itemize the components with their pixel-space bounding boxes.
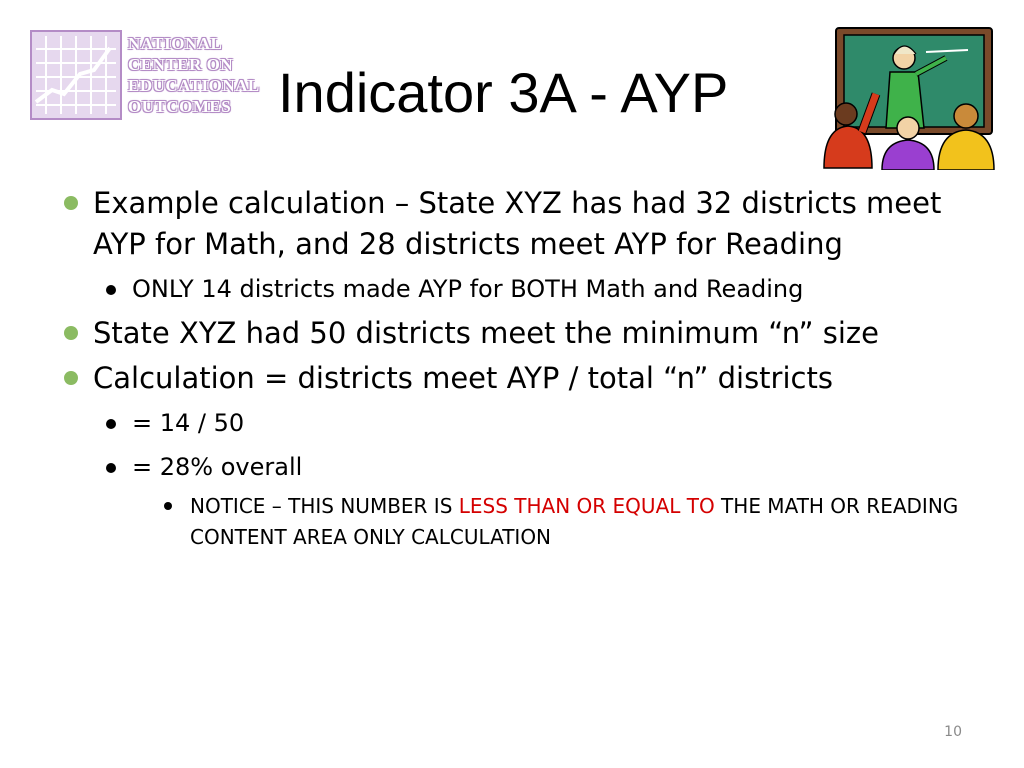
sub-sub-bullet-notice <box>163 491 982 553</box>
sub-bullet-both-subjects <box>105 269 982 309</box>
bullet-dot-icon <box>106 285 116 295</box>
bullet-dot-icon <box>64 326 78 340</box>
logo-line-3: EDUCATIONAL <box>128 76 260 95</box>
logo-wordmark <box>128 33 260 117</box>
logo-line-2: CENTER ON <box>128 55 234 74</box>
bullet-text: Example calculation – State XYZ has had 32 districts meet AYP for Math, and 28 districts meet AYP for Reading <box>93 186 942 261</box>
slide-body <box>62 183 982 553</box>
teacher-chalkboard-icon <box>806 24 996 170</box>
slide-title: Indicator 3A - AYP <box>278 61 729 124</box>
bullet-dot-icon <box>64 371 78 385</box>
logo-line-1: NATIONAL <box>128 34 223 53</box>
chart-grid-icon <box>30 30 122 120</box>
bullet-text: State XYZ had 50 districts meet the minimum “n” size <box>93 316 879 350</box>
bullet-text: Calculation = districts meet AYP / total “n” districts <box>93 361 833 395</box>
sub-bullet-fraction <box>105 403 982 443</box>
bullet-example-calculation <box>62 183 982 265</box>
bullet-calculation <box>62 358 982 399</box>
bullet-dot-icon <box>64 196 78 210</box>
bullet-dot-icon <box>106 463 116 473</box>
sub-bullet-percent <box>105 447 982 487</box>
bullet-text: = 14 / 50 <box>132 409 245 437</box>
bullet-dot-icon <box>164 502 172 510</box>
page-number: 10 <box>944 724 962 740</box>
nceo-logo <box>30 30 262 122</box>
bullet-text: ONLY 14 districts made AYP for BOTH Math and Reading <box>132 275 804 303</box>
notice-text-pre: NOTICE – THIS NUMBER IS <box>190 494 459 518</box>
bullet-dot-icon <box>106 419 116 429</box>
bullet-minimum-n-size <box>62 313 982 354</box>
bullet-text: = 28% overall <box>132 453 303 481</box>
logo-line-4: OUTCOMES <box>128 97 232 116</box>
notice-text-post: THE MATH OR READING CONTENT AREA ONLY CALCULATION <box>190 494 959 549</box>
notice-text-emphasis: LESS THAN OR EQUAL TO <box>458 494 715 518</box>
